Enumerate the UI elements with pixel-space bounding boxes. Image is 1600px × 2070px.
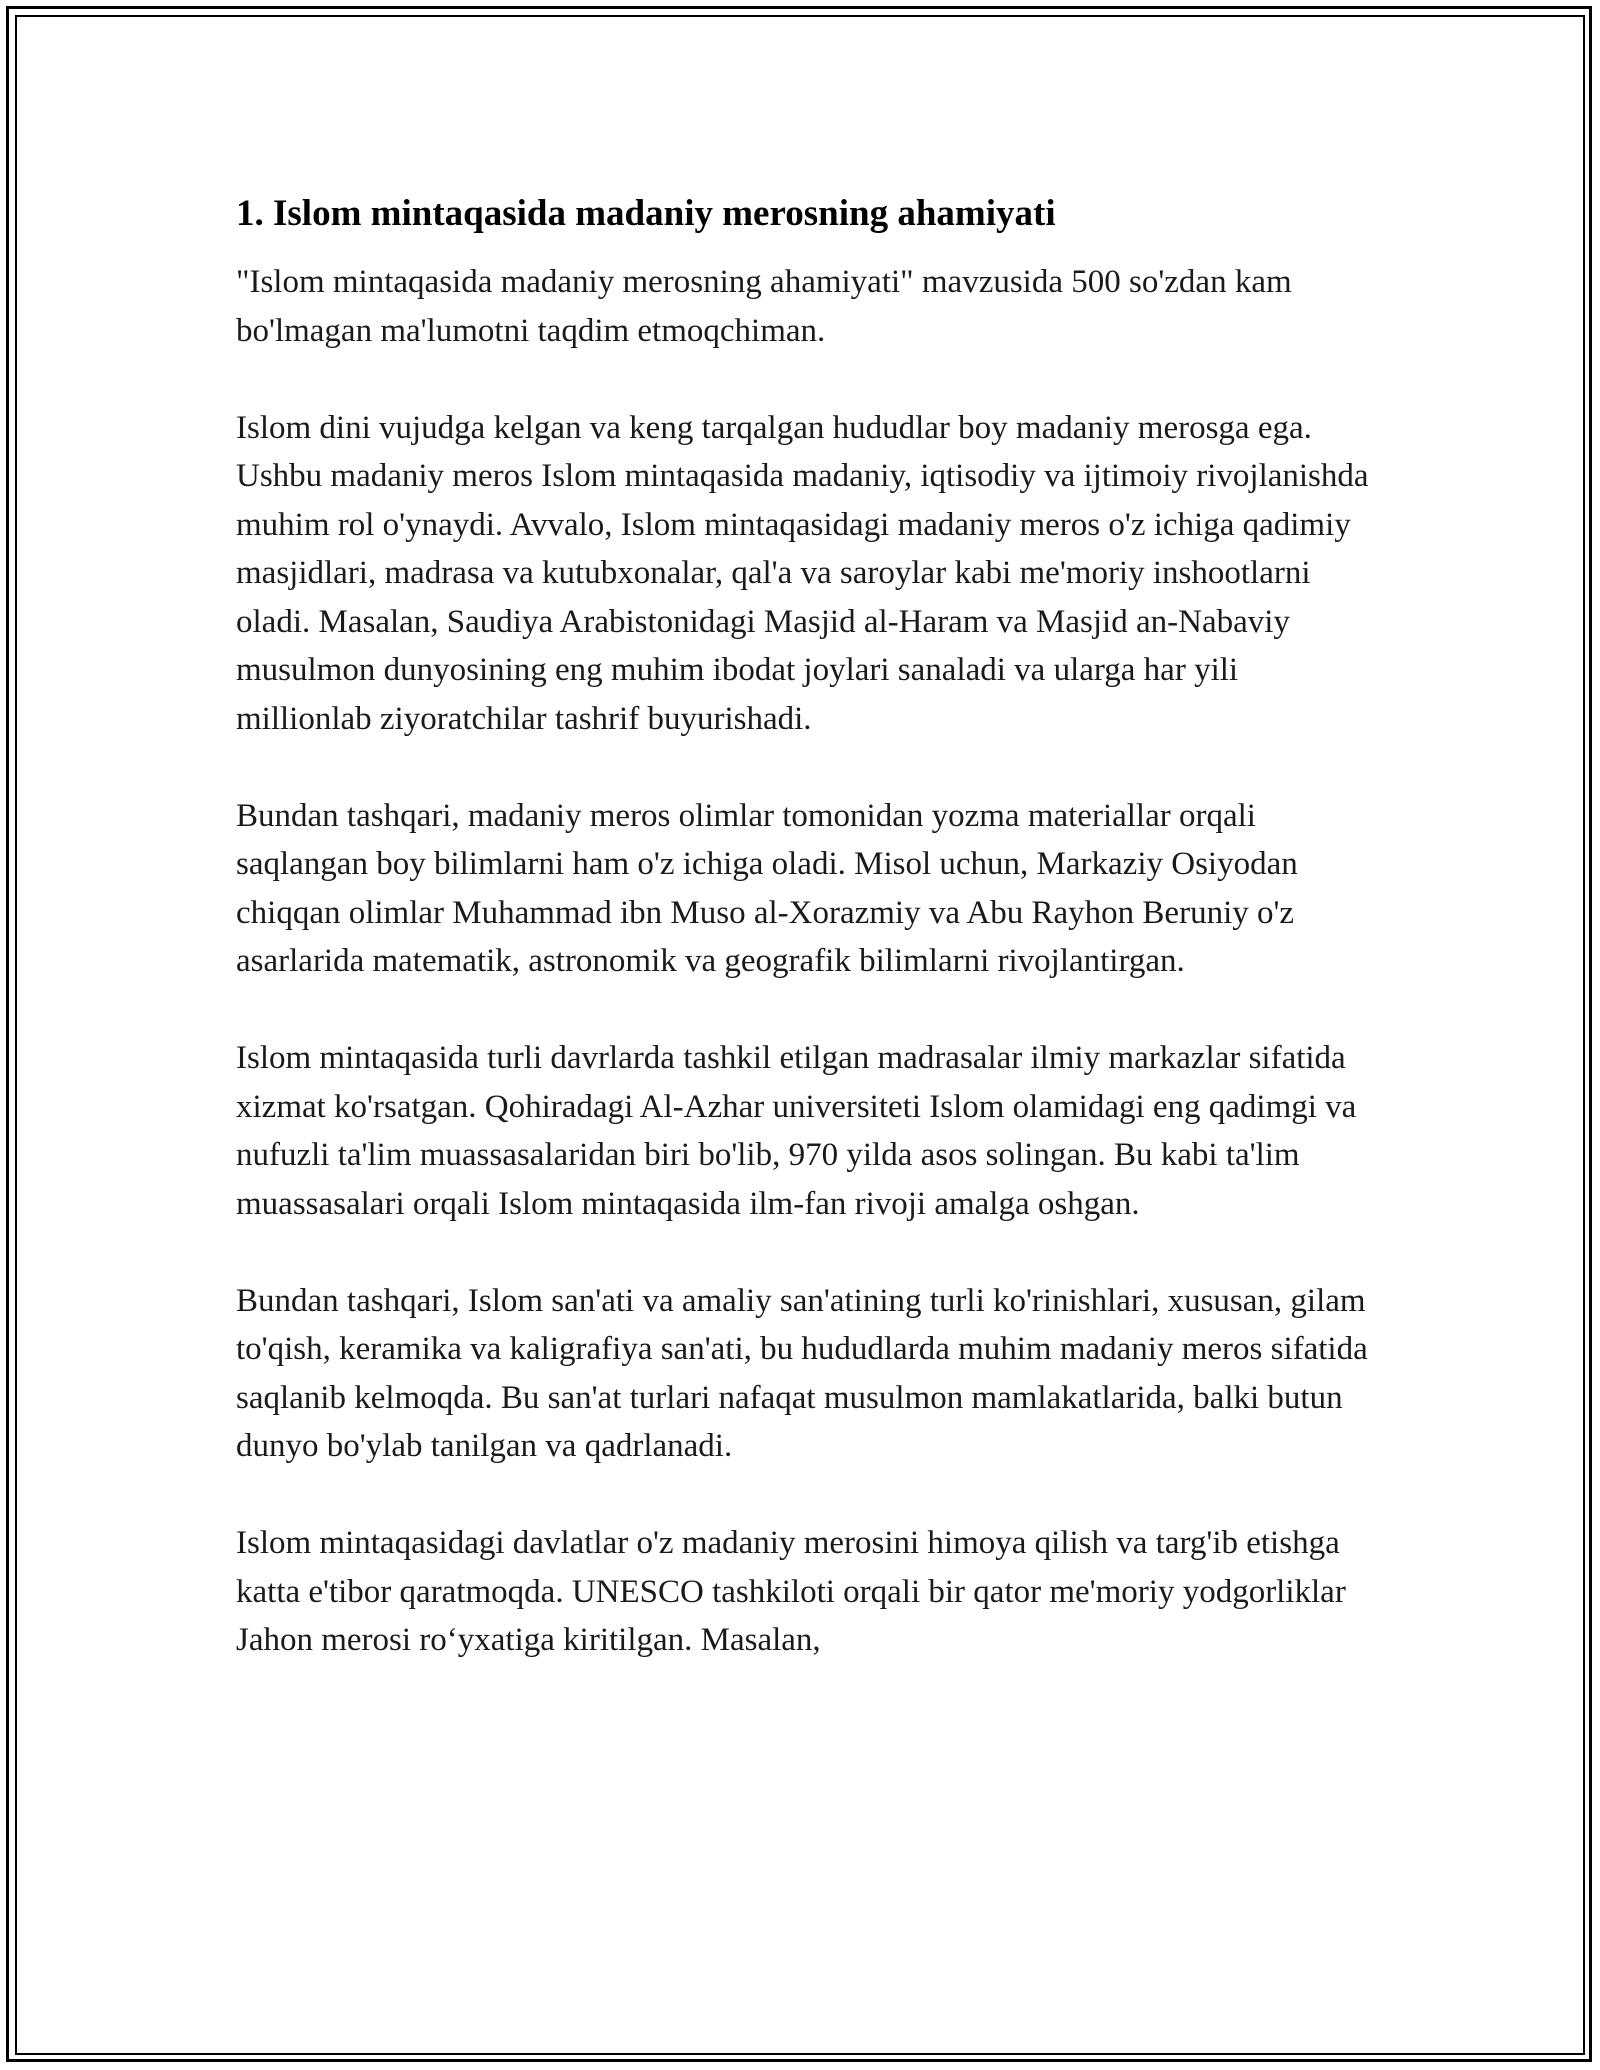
- paragraph-preservation: Islom mintaqasidagi davlatlar o'z madaniy merosini himoya qilish va targ'ib etishga katta e'tibor qaratmoqda. UNESCO tashkiloti orqali bir qator me'moriy yodgorliklar Jahon merosi ro‘yxatiga kiritilgan. Masalan,: [236, 1525, 1346, 1658]
- document-body: [236, 188, 1376, 1713]
- paragraph-architecture: Islom dini vujudga kelgan va keng tarqalgan hududlar boy madaniy merosga ega. Ushbu madaniy meros Islom mintaqasida madaniy, iqtisodiy va ijtimoiy rivojlanishda muhim rol o'ynaydi. Avvalo, Islom mintaqasidagi madaniy meros o'z ichiga qadimiy masjidlari, madrasa va kutubxonalar, qal'a va saroylar kabi me'moriy inshootlarni oladi. Masalan, Saudiya Arabistonidagi Masjid al-Haram va Masjid an-Nabaviy musulmon dunyosining eng muhim ibodat joylari sanaladi va ularga har yili millionlab ziyoratchilar tashrif buyurishadi.: [236, 409, 1369, 737]
- paragraph-scholars: Bundan tashqari, madaniy meros olimlar tomonidan yozma materiallar orqali saqlangan boy bilimlarni ham o'z ichiga oladi. Misol uchun, Markaziy Osiyodan chiqqan olimlar Muhammad ibn Muso al-Xorazmiy va Abu Rayhon Beruniy o'z asarlarida matematik, astronomik va geografik bilimlarni rivojlantirgan.: [236, 797, 1298, 979]
- section-heading: 1. Islom mintaqasida madaniy merosning ahamiyati: [236, 193, 1056, 234]
- paragraph-intro: "Islom mintaqasida madaniy merosning ahamiyati" mavzusida 500 so'zdan kam bo'lmagan ma'lumotni taqdim etmoqchiman.: [236, 264, 1292, 349]
- paragraph-madrasas: Islom mintaqasida turli davrlarda tashkil etilgan madrasalar ilmiy markazlar sifatida xizmat ko'rsatgan. Qohiradagi Al-Azhar universiteti Islom olamidagi eng qadimgi va nufuzli ta'lim muassasalaridan biri bo'lib, 970 yilda asos solingan. Bu kabi ta'lim muassasalari orqali Islom mintaqasida ilm-fan rivoji amalga oshgan.: [236, 1040, 1357, 1222]
- paragraph-arts: Bundan tashqari, Islom san'ati va amaliy san'atining turli ko'rinishlari, xususan, gilam to'qish, keramika va kaligrafiya san'ati, bu hududlarda muhim madaniy meros sifatida saqlanib kelmoqda. Bu san'at turlari nafaqat musulmon mamlakatlarida, balki butun dunyo bo'ylab tanilgan va qadrlanadi.: [236, 1282, 1368, 1464]
